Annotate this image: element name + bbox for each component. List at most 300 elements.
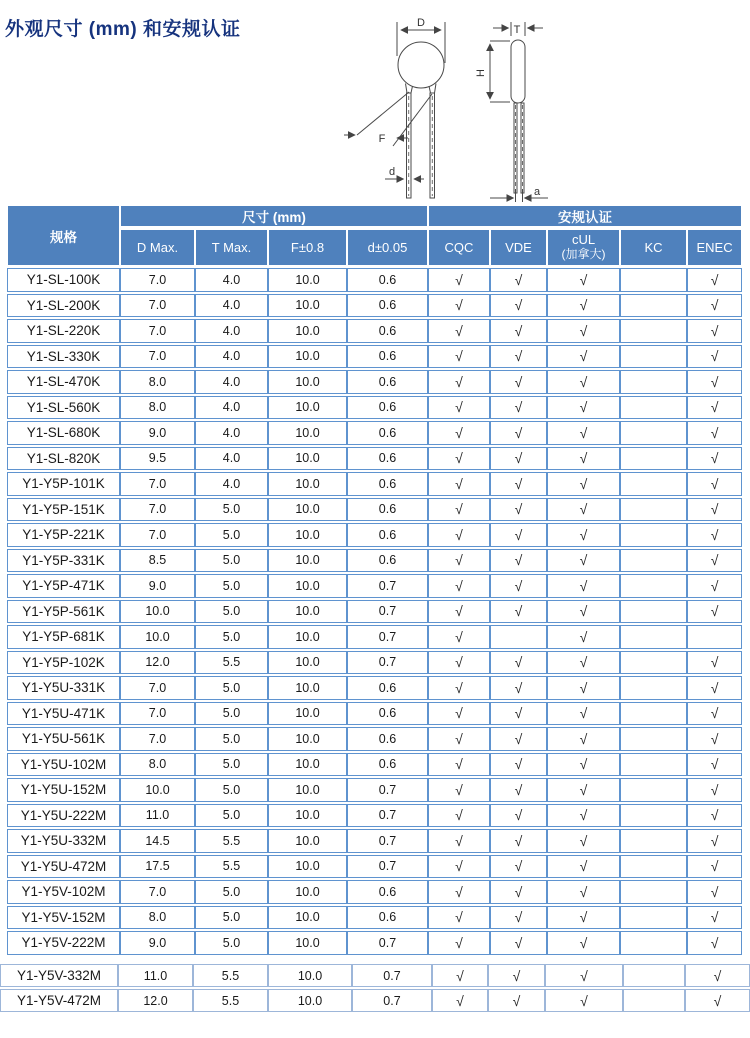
dimension-cell: 10.0 bbox=[268, 396, 347, 420]
dimension-cell: 5.5 bbox=[193, 989, 268, 1012]
spec-cell: Y1-Y5U-102M bbox=[7, 753, 120, 777]
table-row bbox=[7, 829, 742, 853]
spec-cell: Y1-Y5P-331K bbox=[7, 549, 120, 573]
dimension-cell: 0.6 bbox=[347, 421, 428, 445]
spec-cell: Y1-SL-680K bbox=[7, 421, 120, 445]
dimension-cell: 5.0 bbox=[195, 574, 268, 598]
group-header-dimensions: 尺寸 (mm) bbox=[120, 205, 428, 227]
cert-cell: √ bbox=[547, 676, 620, 700]
table-header bbox=[7, 205, 742, 266]
dimension-cell: 4.0 bbox=[195, 472, 268, 496]
table-row bbox=[7, 345, 742, 369]
dimension-cell: 7.0 bbox=[120, 880, 195, 904]
dimension-cell: 10.0 bbox=[268, 319, 347, 343]
spec-cell: Y1-Y5U-471K bbox=[7, 702, 120, 726]
col-header-d-lead: d±0.05 bbox=[347, 229, 428, 266]
dimension-cell: 7.0 bbox=[120, 345, 195, 369]
dimension-cell: 10.0 bbox=[268, 625, 347, 649]
table-row bbox=[7, 600, 742, 624]
cert-cell bbox=[687, 625, 742, 649]
cert-cell: √ bbox=[490, 447, 547, 471]
cert-cell: √ bbox=[428, 447, 490, 471]
cert-cell: √ bbox=[687, 421, 742, 445]
col-header-enec: ENEC bbox=[687, 229, 742, 266]
cert-cell: √ bbox=[428, 906, 490, 930]
col-header-f: F±0.8 bbox=[268, 229, 347, 266]
cert-cell: √ bbox=[488, 964, 545, 987]
dimension-cell: 4.0 bbox=[195, 421, 268, 445]
dim-label-a: a bbox=[533, 186, 541, 198]
dimension-cell: 8.0 bbox=[120, 370, 195, 394]
cert-cell: √ bbox=[490, 370, 547, 394]
cert-cell: √ bbox=[687, 294, 742, 318]
dimension-cell: 10.0 bbox=[268, 574, 347, 598]
dimension-cell: 10.0 bbox=[120, 625, 195, 649]
cert-cell: √ bbox=[687, 523, 742, 547]
dimension-cell: 10.0 bbox=[120, 778, 195, 802]
dimension-cell: 12.0 bbox=[118, 989, 193, 1012]
dimension-cell: 10.0 bbox=[268, 294, 347, 318]
dimension-cell: 0.7 bbox=[347, 778, 428, 802]
cert-cell bbox=[620, 778, 687, 802]
dimension-cell: 9.5 bbox=[120, 447, 195, 471]
dimension-cell: 5.0 bbox=[195, 625, 268, 649]
cert-cell: √ bbox=[490, 294, 547, 318]
table-row bbox=[7, 370, 742, 394]
dimension-cell: 0.6 bbox=[347, 472, 428, 496]
spec-cell: Y1-Y5V-152M bbox=[7, 906, 120, 930]
cert-cell: √ bbox=[490, 676, 547, 700]
spec-table-continued-body bbox=[0, 964, 750, 1012]
dimension-cell: 0.6 bbox=[347, 319, 428, 343]
cert-cell: √ bbox=[547, 345, 620, 369]
cert-cell: √ bbox=[490, 651, 547, 675]
cert-cell bbox=[620, 651, 687, 675]
cert-cell: √ bbox=[428, 498, 490, 522]
dim-label-T: T bbox=[513, 24, 521, 36]
dimension-cell: 9.0 bbox=[120, 574, 195, 598]
dimension-cell: 5.0 bbox=[195, 523, 268, 547]
cert-cell bbox=[623, 964, 685, 987]
cert-cell: √ bbox=[432, 989, 488, 1012]
cert-cell bbox=[620, 804, 687, 828]
table-row bbox=[7, 421, 742, 445]
cert-cell: √ bbox=[428, 753, 490, 777]
dim-label-d: d bbox=[388, 166, 396, 178]
cert-cell bbox=[620, 829, 687, 853]
dimension-cell: 5.5 bbox=[195, 651, 268, 675]
cert-cell bbox=[620, 268, 687, 292]
cert-cell: √ bbox=[428, 702, 490, 726]
dimension-cell: 7.0 bbox=[120, 294, 195, 318]
dim-label-F: F bbox=[378, 133, 386, 145]
cert-cell bbox=[620, 880, 687, 904]
dimension-cell: 0.7 bbox=[352, 964, 432, 987]
cert-cell: √ bbox=[547, 268, 620, 292]
cert-cell bbox=[620, 549, 687, 573]
dimension-cell: 10.0 bbox=[268, 600, 347, 624]
table-row bbox=[7, 804, 742, 828]
spec-cell: Y1-Y5P-471K bbox=[7, 574, 120, 598]
cert-cell: √ bbox=[490, 319, 547, 343]
cert-cell bbox=[620, 345, 687, 369]
cert-cell bbox=[620, 906, 687, 930]
table-row bbox=[7, 447, 742, 471]
cert-cell: √ bbox=[547, 319, 620, 343]
table-row bbox=[0, 964, 750, 987]
cert-cell: √ bbox=[428, 804, 490, 828]
cert-cell: √ bbox=[687, 319, 742, 343]
dimension-cell: 5.0 bbox=[195, 727, 268, 751]
spec-cell: Y1-SL-330K bbox=[7, 345, 120, 369]
dimension-cell: 10.0 bbox=[268, 676, 347, 700]
dimension-cell: 0.7 bbox=[347, 829, 428, 853]
dimension-cell: 5.5 bbox=[195, 855, 268, 879]
dimension-cell: 4.0 bbox=[195, 319, 268, 343]
dimension-cell: 0.6 bbox=[347, 702, 428, 726]
dimension-cell: 7.0 bbox=[120, 702, 195, 726]
cert-cell: √ bbox=[547, 753, 620, 777]
cert-cell: √ bbox=[687, 727, 742, 751]
cert-cell bbox=[620, 523, 687, 547]
cert-cell bbox=[620, 931, 687, 955]
spec-cell: Y1-SL-220K bbox=[7, 319, 120, 343]
spec-cell: Y1-SL-100K bbox=[7, 268, 120, 292]
dimension-cell: 8.0 bbox=[120, 396, 195, 420]
cert-cell: √ bbox=[547, 880, 620, 904]
spec-cell: Y1-Y5U-332M bbox=[7, 829, 120, 853]
cert-cell: √ bbox=[687, 345, 742, 369]
dimension-cell: 10.0 bbox=[268, 964, 352, 987]
cert-cell: √ bbox=[428, 319, 490, 343]
cert-cell: √ bbox=[490, 498, 547, 522]
dimension-cell: 5.0 bbox=[195, 702, 268, 726]
dimension-cell: 10.0 bbox=[268, 370, 347, 394]
table-row bbox=[7, 880, 742, 904]
cert-cell: √ bbox=[490, 396, 547, 420]
dimension-cell: 0.6 bbox=[347, 753, 428, 777]
dimension-cell: 10.0 bbox=[268, 753, 347, 777]
cert-cell: √ bbox=[428, 268, 490, 292]
cert-cell: √ bbox=[428, 855, 490, 879]
cert-cell: √ bbox=[428, 778, 490, 802]
dimension-cell: 10.0 bbox=[268, 989, 352, 1012]
spec-cell: Y1-Y5U-331K bbox=[7, 676, 120, 700]
cert-cell: √ bbox=[687, 370, 742, 394]
cert-cell: √ bbox=[685, 989, 750, 1012]
dimension-cell: 0.6 bbox=[347, 523, 428, 547]
dimension-cell: 0.6 bbox=[347, 906, 428, 930]
cert-cell bbox=[620, 702, 687, 726]
cert-cell: √ bbox=[547, 574, 620, 598]
cert-cell: √ bbox=[490, 574, 547, 598]
dimension-cell: 5.5 bbox=[195, 829, 268, 853]
cert-cell: √ bbox=[428, 931, 490, 955]
cert-cell: √ bbox=[490, 727, 547, 751]
group-header-safety: 安规认证 bbox=[428, 205, 742, 227]
cert-cell: √ bbox=[687, 880, 742, 904]
cert-cell: √ bbox=[490, 523, 547, 547]
cert-cell: √ bbox=[490, 345, 547, 369]
cert-cell bbox=[490, 625, 547, 649]
cert-cell: √ bbox=[428, 396, 490, 420]
spec-cell: Y1-Y5V-222M bbox=[7, 931, 120, 955]
table-row bbox=[7, 498, 742, 522]
dimension-cell: 17.5 bbox=[120, 855, 195, 879]
spec-cell: Y1-Y5P-681K bbox=[7, 625, 120, 649]
cert-cell bbox=[623, 989, 685, 1012]
dimension-cell: 7.0 bbox=[120, 727, 195, 751]
dimension-cell: 4.0 bbox=[195, 268, 268, 292]
dimension-cell: 10.0 bbox=[268, 829, 347, 853]
cert-cell: √ bbox=[687, 676, 742, 700]
dimension-cell: 10.0 bbox=[268, 880, 347, 904]
dimension-cell: 10.0 bbox=[268, 447, 347, 471]
table-row bbox=[7, 268, 742, 292]
cert-cell: √ bbox=[490, 702, 547, 726]
dimension-cell: 0.7 bbox=[347, 804, 428, 828]
dimension-cell: 0.7 bbox=[347, 931, 428, 955]
cert-cell: √ bbox=[490, 931, 547, 955]
table-row bbox=[7, 625, 742, 649]
dimension-cell: 5.5 bbox=[193, 964, 268, 987]
dimension-cell: 12.0 bbox=[120, 651, 195, 675]
cert-cell: √ bbox=[687, 472, 742, 496]
cert-cell bbox=[620, 574, 687, 598]
cert-cell: √ bbox=[687, 651, 742, 675]
cert-cell: √ bbox=[428, 829, 490, 853]
dimension-cell: 10.0 bbox=[268, 421, 347, 445]
dimension-cell: 5.0 bbox=[195, 600, 268, 624]
dimension-cell: 11.0 bbox=[118, 964, 193, 987]
cert-cell: √ bbox=[687, 931, 742, 955]
cert-cell: √ bbox=[687, 829, 742, 853]
spec-table-body bbox=[7, 268, 742, 955]
cert-cell bbox=[620, 753, 687, 777]
cert-cell: √ bbox=[687, 855, 742, 879]
dimension-cell: 9.0 bbox=[120, 931, 195, 955]
cert-cell: √ bbox=[547, 396, 620, 420]
spec-cell: Y1-Y5V-472M bbox=[0, 989, 118, 1012]
table-row bbox=[7, 319, 742, 343]
spec-cell: Y1-Y5P-221K bbox=[7, 523, 120, 547]
table-row bbox=[7, 523, 742, 547]
cert-cell: √ bbox=[490, 268, 547, 292]
table-row bbox=[0, 989, 750, 1012]
cert-cell: √ bbox=[428, 294, 490, 318]
table-row bbox=[7, 472, 742, 496]
cert-cell: √ bbox=[547, 625, 620, 649]
dimension-cell: 8.5 bbox=[120, 549, 195, 573]
spec-cell: Y1-Y5U-152M bbox=[7, 778, 120, 802]
col-header-d-max: D Max. bbox=[120, 229, 195, 266]
cert-cell: √ bbox=[428, 676, 490, 700]
spec-cell: Y1-SL-560K bbox=[7, 396, 120, 420]
dimension-cell: 5.0 bbox=[195, 931, 268, 955]
cert-cell bbox=[620, 294, 687, 318]
spec-cell: Y1-Y5V-102M bbox=[7, 880, 120, 904]
cert-cell: √ bbox=[490, 549, 547, 573]
col-header-cul-label: cUL bbox=[571, 232, 596, 248]
dimension-cell: 8.0 bbox=[120, 753, 195, 777]
cert-cell: √ bbox=[488, 989, 545, 1012]
cert-cell: √ bbox=[545, 989, 623, 1012]
spec-cell: Y1-Y5U-222M bbox=[7, 804, 120, 828]
dimension-cell: 5.0 bbox=[195, 906, 268, 930]
cert-cell: √ bbox=[547, 498, 620, 522]
dimension-cell: 11.0 bbox=[120, 804, 195, 828]
cert-cell: √ bbox=[490, 753, 547, 777]
table-row bbox=[7, 855, 742, 879]
cert-cell: √ bbox=[547, 472, 620, 496]
dimension-cell: 10.0 bbox=[268, 498, 347, 522]
spec-cell: Y1-Y5P-101K bbox=[7, 472, 120, 496]
dimension-cell: 0.6 bbox=[347, 345, 428, 369]
col-header-cul-note: (加拿大) bbox=[561, 247, 606, 262]
cert-cell: √ bbox=[547, 447, 620, 471]
table-row bbox=[7, 294, 742, 318]
spec-cell: Y1-SL-820K bbox=[7, 447, 120, 471]
dimension-cell: 0.6 bbox=[347, 676, 428, 700]
cert-cell: √ bbox=[428, 651, 490, 675]
dimension-cell: 5.0 bbox=[195, 676, 268, 700]
cert-cell bbox=[620, 370, 687, 394]
col-header-t-max: T Max. bbox=[195, 229, 268, 266]
table-row bbox=[7, 931, 742, 955]
table-row bbox=[7, 727, 742, 751]
dimension-cell: 10.0 bbox=[268, 523, 347, 547]
dimension-cell: 5.0 bbox=[195, 804, 268, 828]
cert-cell: √ bbox=[547, 855, 620, 879]
cert-cell: √ bbox=[687, 574, 742, 598]
cert-cell bbox=[620, 447, 687, 471]
cert-cell: √ bbox=[547, 702, 620, 726]
table-row bbox=[7, 702, 742, 726]
dimension-cell: 10.0 bbox=[268, 727, 347, 751]
cert-cell: √ bbox=[687, 549, 742, 573]
dimension-cell: 4.0 bbox=[195, 345, 268, 369]
cert-cell: √ bbox=[547, 600, 620, 624]
table-row bbox=[7, 651, 742, 675]
cert-cell: √ bbox=[547, 421, 620, 445]
dim-label-H: H bbox=[475, 69, 487, 77]
dimension-cell: 7.0 bbox=[120, 268, 195, 292]
cert-cell: √ bbox=[547, 906, 620, 930]
cert-cell: √ bbox=[687, 447, 742, 471]
cert-cell: √ bbox=[432, 964, 488, 987]
cert-cell bbox=[620, 855, 687, 879]
cert-cell: √ bbox=[428, 727, 490, 751]
dimension-cell: 0.6 bbox=[347, 268, 428, 292]
cert-cell: √ bbox=[490, 906, 547, 930]
cert-cell: √ bbox=[547, 549, 620, 573]
cert-cell: √ bbox=[428, 880, 490, 904]
cert-cell: √ bbox=[428, 370, 490, 394]
dimension-cell: 10.0 bbox=[268, 906, 347, 930]
dimension-cell: 0.7 bbox=[347, 855, 428, 879]
table-row bbox=[7, 906, 742, 930]
dimension-cell: 0.6 bbox=[347, 370, 428, 394]
cert-cell: √ bbox=[490, 778, 547, 802]
col-header-cul bbox=[547, 229, 620, 266]
col-header-kc: KC bbox=[620, 229, 687, 266]
cert-cell bbox=[620, 600, 687, 624]
cert-cell: √ bbox=[687, 804, 742, 828]
cert-cell: √ bbox=[547, 651, 620, 675]
dimension-cell: 7.0 bbox=[120, 523, 195, 547]
dimension-cell: 10.0 bbox=[268, 804, 347, 828]
table-row bbox=[7, 778, 742, 802]
cert-cell: √ bbox=[547, 778, 620, 802]
cert-cell: √ bbox=[428, 345, 490, 369]
spec-cell: Y1-SL-470K bbox=[7, 370, 120, 394]
cert-cell bbox=[620, 676, 687, 700]
dimension-cell: 0.6 bbox=[347, 396, 428, 420]
cert-cell: √ bbox=[547, 523, 620, 547]
cert-cell: √ bbox=[687, 753, 742, 777]
dimension-cell: 0.7 bbox=[347, 651, 428, 675]
spec-cell: Y1-Y5U-561K bbox=[7, 727, 120, 751]
cert-cell: √ bbox=[685, 964, 750, 987]
dimension-cell: 4.0 bbox=[195, 396, 268, 420]
table-row bbox=[7, 396, 742, 420]
dimension-cell: 0.6 bbox=[347, 447, 428, 471]
dimension-cell: 10.0 bbox=[120, 600, 195, 624]
cert-cell: √ bbox=[547, 294, 620, 318]
spec-cell: Y1-SL-200K bbox=[7, 294, 120, 318]
cert-cell: √ bbox=[687, 778, 742, 802]
cert-cell bbox=[620, 472, 687, 496]
dimension-cell: 5.0 bbox=[195, 498, 268, 522]
cert-cell: √ bbox=[428, 574, 490, 598]
dimension-cell: 0.7 bbox=[347, 600, 428, 624]
cert-cell: √ bbox=[547, 804, 620, 828]
spec-cell: Y1-Y5P-561K bbox=[7, 600, 120, 624]
table-row bbox=[7, 676, 742, 700]
dimension-cell: 10.0 bbox=[268, 472, 347, 496]
dimension-cell: 10.0 bbox=[268, 268, 347, 292]
dimension-cell: 7.0 bbox=[120, 676, 195, 700]
cert-cell: √ bbox=[687, 906, 742, 930]
cert-cell: √ bbox=[428, 600, 490, 624]
dimension-cell: 5.0 bbox=[195, 778, 268, 802]
cert-cell: √ bbox=[545, 964, 623, 987]
col-header-cqc: CQC bbox=[428, 229, 490, 266]
dimension-cell: 4.0 bbox=[195, 294, 268, 318]
page-title: 外观尺寸 (mm) 和安规认证 bbox=[5, 19, 241, 40]
dimension-cell: 0.7 bbox=[347, 625, 428, 649]
cert-cell: √ bbox=[490, 804, 547, 828]
cert-cell: √ bbox=[428, 549, 490, 573]
spec-cell: Y1-Y5P-151K bbox=[7, 498, 120, 522]
dimension-cell: 10.0 bbox=[268, 549, 347, 573]
cert-cell: √ bbox=[490, 880, 547, 904]
cert-cell: √ bbox=[687, 600, 742, 624]
cert-cell: √ bbox=[547, 829, 620, 853]
dim-label-D: D bbox=[417, 17, 425, 29]
dimension-cell: 5.0 bbox=[195, 549, 268, 573]
cert-cell: √ bbox=[428, 472, 490, 496]
cert-cell bbox=[620, 396, 687, 420]
spec-table-continued bbox=[0, 962, 750, 1014]
dimension-cell: 8.0 bbox=[120, 906, 195, 930]
cert-cell bbox=[620, 498, 687, 522]
dimension-cell: 4.0 bbox=[195, 370, 268, 394]
table-row bbox=[7, 753, 742, 777]
capacitor-dimension-diagram bbox=[338, 8, 563, 206]
spec-cell: Y1-Y5U-472M bbox=[7, 855, 120, 879]
dimension-cell: 10.0 bbox=[268, 931, 347, 955]
